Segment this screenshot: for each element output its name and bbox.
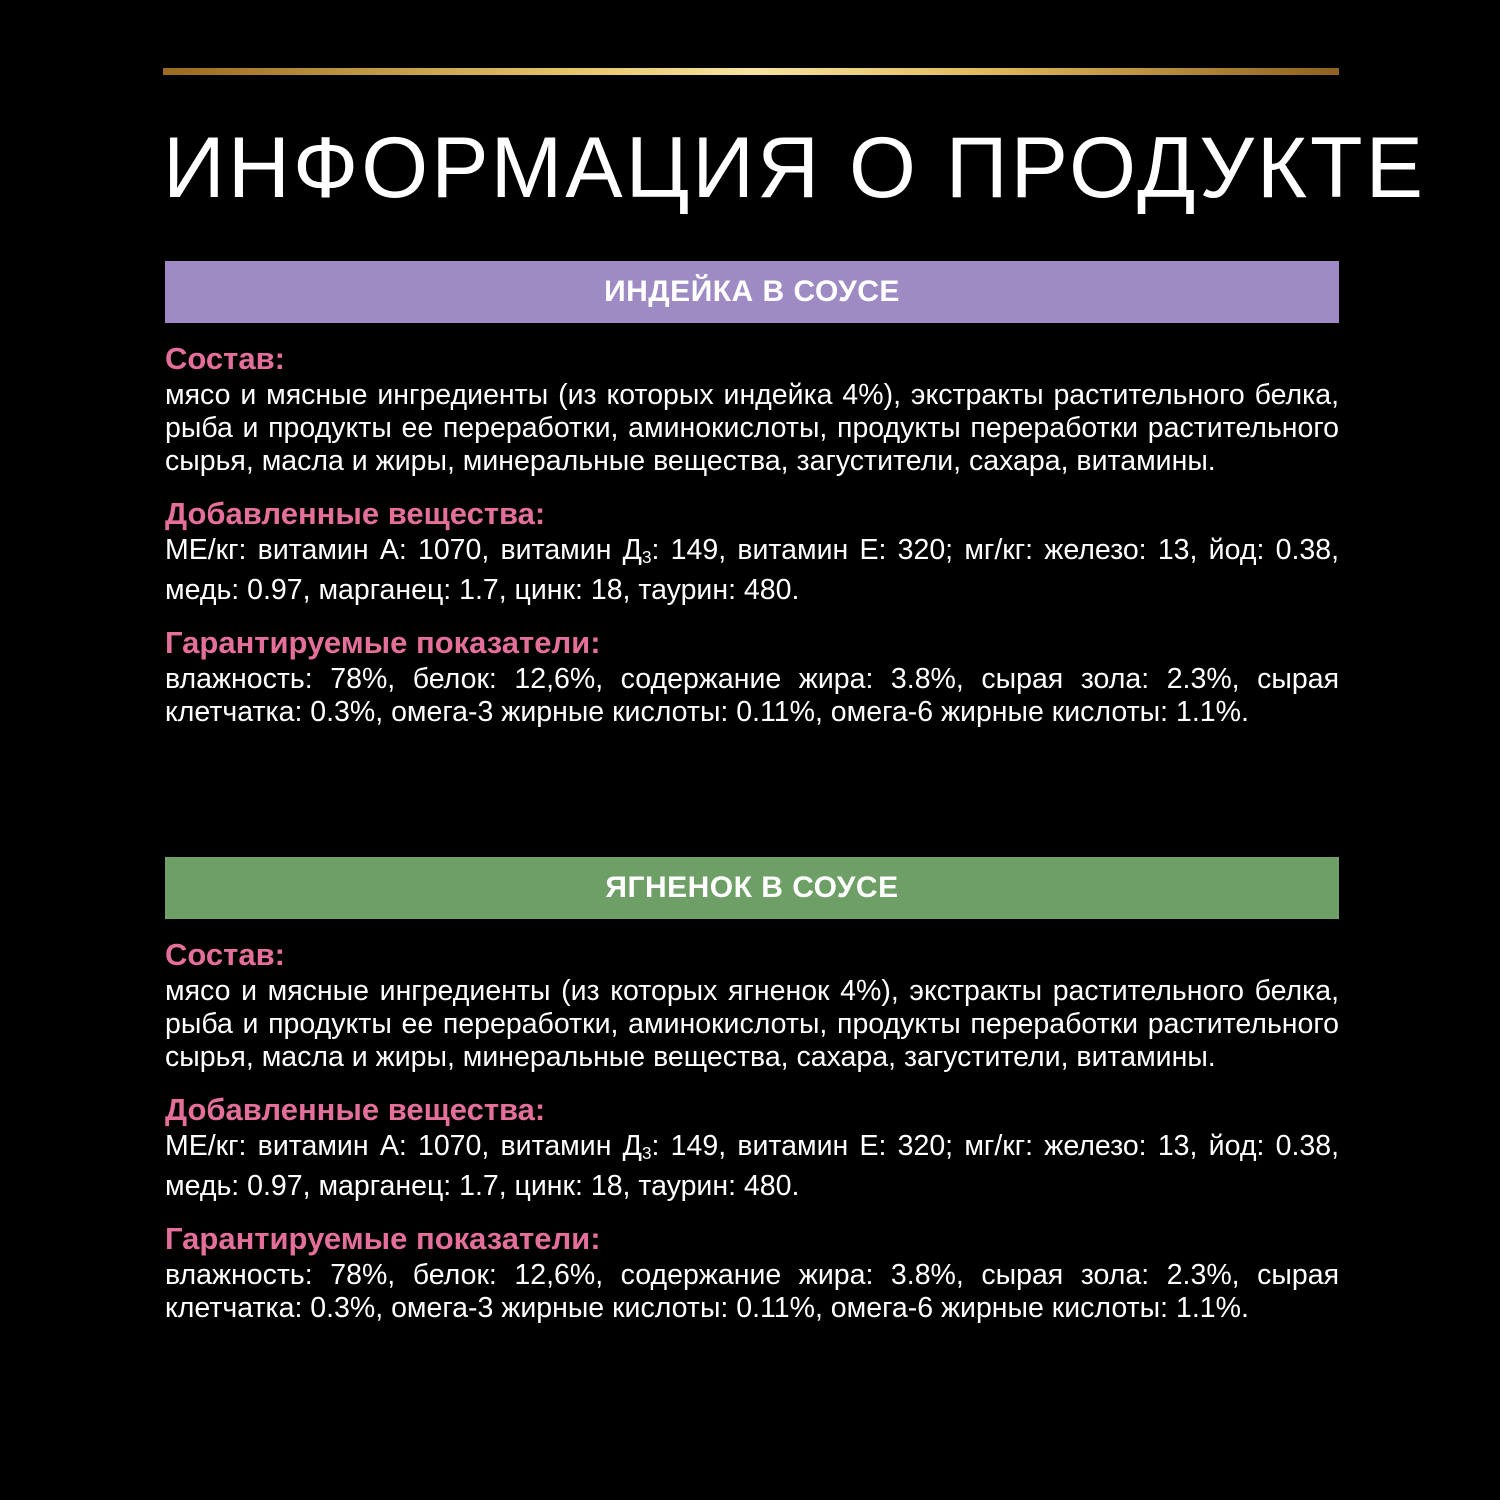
composition-block bbox=[165, 937, 1339, 1074]
product-banner: ЯГНЕНОК В СОУСЕ bbox=[165, 857, 1339, 919]
product-banner: ИНДЕЙКА В СОУСЕ bbox=[165, 261, 1339, 323]
additives-text-part1: МЕ/кг: витамин А: 1070, витамин Д bbox=[165, 1130, 642, 1162]
additives-block bbox=[165, 1092, 1339, 1203]
additives-text-subscript: 3 bbox=[641, 548, 652, 567]
additives-heading: Добавленные вещества: bbox=[165, 1092, 546, 1127]
additives-block bbox=[165, 496, 1339, 607]
additives-text-part2: : 149, витамин Е: 320; мг/кг: железо: 13, йод: 0.38, медь: 0.97, марганец: 1.7, цинк: 18, таурин: 480. bbox=[165, 1130, 1339, 1202]
additives-text bbox=[165, 1130, 1339, 1203]
guaranteed-block bbox=[165, 625, 1339, 729]
composition-text: мясо и мясные ингредиенты (из которых ягненок 4%), экстракты растительного белка, рыба и продукты ее переработки, аминокислоты, продукты переработки растительного сырья, масла и жиры, минеральные вещества, сахара, загустители, витамины. bbox=[165, 975, 1339, 1073]
additives-text-part2: : 149, витамин Е: 320; мг/кг: железо: 13, йод: 0.38, медь: 0.97, марганец: 1.7, цинк: 18, таурин: 480. bbox=[165, 534, 1339, 606]
guaranteed-text: влажность: 78%, белок: 12,6%, содержание жира: 3.8%, сырая зола: 2.3%, сырая клетчатка: 0.3%, омега-3 жирные кислоты: 0.11%, омега-6 жирные кислоты: 1.1%. bbox=[165, 663, 1339, 728]
additives-text bbox=[165, 534, 1339, 607]
guaranteed-heading: Гарантируемые показатели: bbox=[165, 1221, 601, 1256]
composition-heading: Состав: bbox=[165, 341, 285, 376]
composition-block bbox=[165, 341, 1339, 478]
composition-text: мясо и мясные ингредиенты (из которых индейка 4%), экстракты растительного белка, рыба и продукты ее переработки, аминокислоты, продукты переработки растительного сырья, масла и жиры, минеральные вещества, загустители, сахара, витамины. bbox=[165, 379, 1339, 477]
gold-divider bbox=[163, 68, 1339, 75]
product-section-turkey bbox=[165, 261, 1339, 729]
additives-heading: Добавленные вещества: bbox=[165, 496, 546, 531]
guaranteed-heading: Гарантируемые показатели: bbox=[165, 625, 601, 660]
additives-text-subscript: 3 bbox=[641, 1144, 652, 1163]
composition-heading: Состав: bbox=[165, 937, 285, 972]
guaranteed-text: влажность: 78%, белок: 12,6%, содержание жира: 3.8%, сырая зола: 2.3%, сырая клетчатка: 0.3%, омега-3 жирные кислоты: 0.11%, омега-6 жирные кислоты: 1.1%. bbox=[165, 1259, 1339, 1324]
guaranteed-block bbox=[165, 1221, 1339, 1325]
page-title: ИНФОРМАЦИЯ О ПРОДУКТЕ bbox=[163, 120, 1426, 216]
product-section-lamb bbox=[165, 857, 1339, 1325]
additives-text-part1: МЕ/кг: витамин А: 1070, витамин Д bbox=[165, 534, 642, 566]
